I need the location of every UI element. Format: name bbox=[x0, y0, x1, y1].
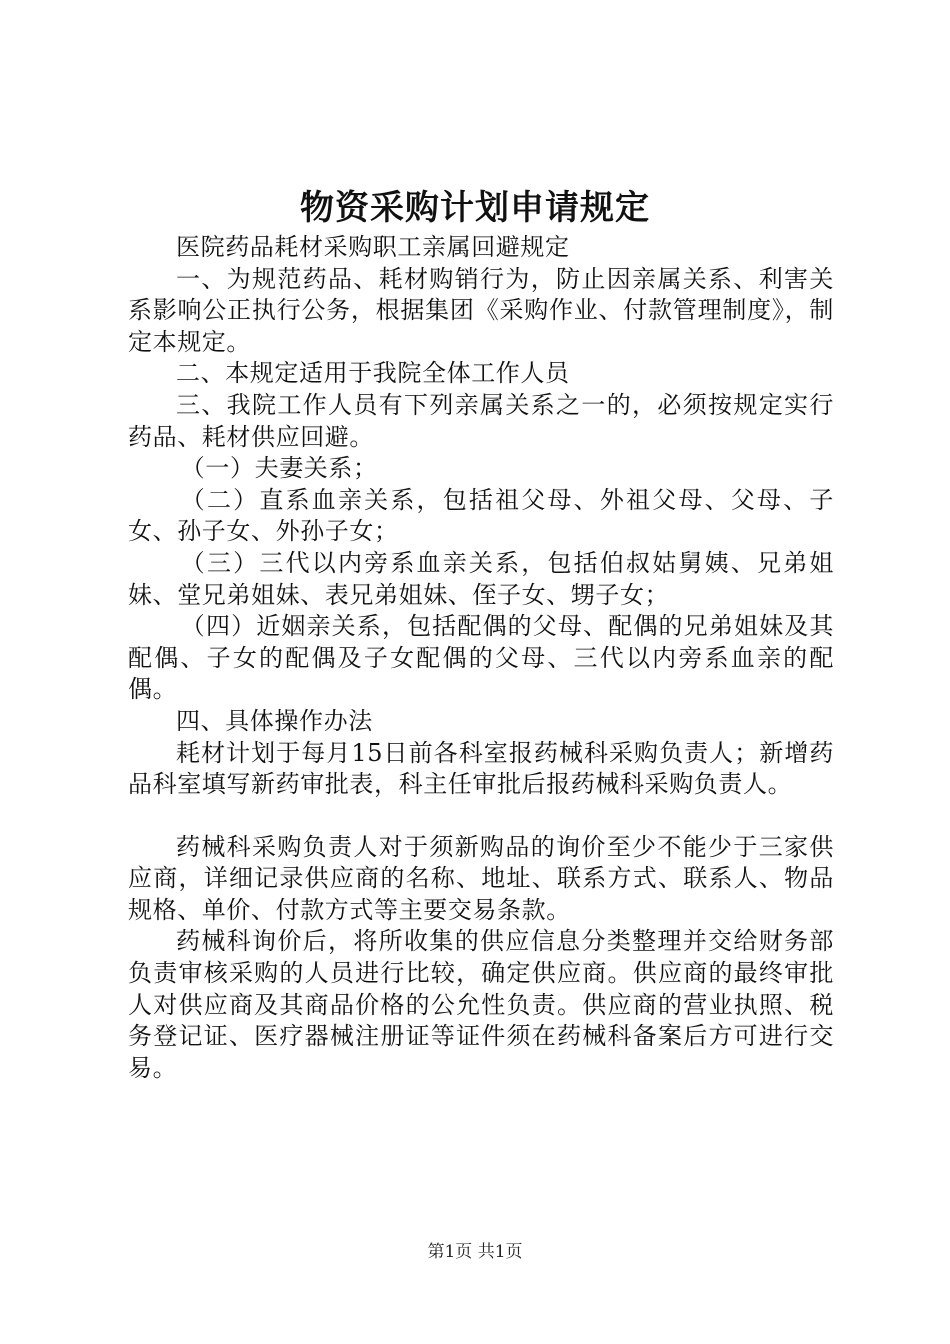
document-body bbox=[128, 232, 834, 1084]
paragraph-item-4: （四）近姻亲关系，包括配偶的父母、配偶的兄弟姐妹及其配偶、子女的配偶及子女配偶的父母、三代以内旁系血亲的配偶。 bbox=[128, 612, 834, 704]
paragraph-procedure-1: 耗材计划于每月15日前各科室报药械科采购负责人；新增药品科室填写新药审批表，科主任审批后报药械科采购负责人。 bbox=[128, 738, 834, 799]
paragraph-item-3: （三）三代以内旁系血亲关系，包括伯叔姑舅姨、兄弟姐妹、堂兄弟姐妹、表兄弟姐妹、侄子女、甥子女； bbox=[128, 548, 834, 609]
page-footer: 第1页 共1页 bbox=[427, 1242, 523, 1262]
paragraph-section-2: 二、本规定适用于我院全体工作人员 bbox=[176, 359, 570, 388]
paragraph-procedure-3: 药械科询价后，将所收集的供应信息分类整理并交给财务部负责审核采购的人员进行比较，确定供应商。供应商的最终审批人对供应商及其商品价格的公允性负责。供应商的营业执照、税务登记证、医疗器械注册证等证件须在药械科备案后方可进行交易。 bbox=[128, 927, 834, 1082]
paragraph-item-1: （一）夫妻关系； bbox=[180, 454, 378, 483]
paragraph-section-4: 四、具体操作办法 bbox=[176, 706, 373, 735]
paragraph-section-1: 一、为规范药品、耗材购销行为，防止因亲属关系、利害关系影响公正执行公务，根据集团《采购作业、付款管理制度》，制定本规定。 bbox=[128, 264, 834, 356]
paragraph-subtitle: 医院药品耗材采购职工亲属回避规定 bbox=[176, 233, 570, 261]
paragraph-procedure-2: 药械科采购负责人对于须新购品的询价至少不能少于三家供应商，详细记录供应商的名称、地址、联系方式、联系人、物品规格、单价、付款方式等主要交易条款。 bbox=[128, 832, 834, 924]
paragraph-item-2: （二）直系血亲关系，包括祖父母、外祖父母、父母、子女、孙子女、外孙子女； bbox=[128, 485, 834, 546]
paragraph-section-3: 三、我院工作人员有下列亲属关系之一的，必须按规定实行药品、耗材供应回避。 bbox=[128, 390, 834, 451]
document-title: 物资采购计划申请规定 bbox=[300, 188, 650, 228]
